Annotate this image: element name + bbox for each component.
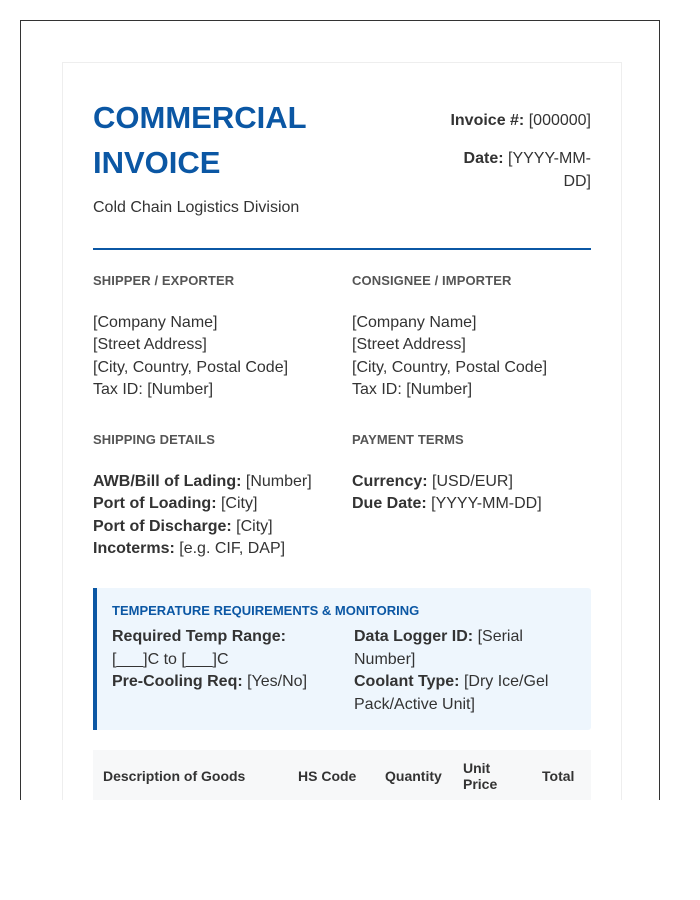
temperature-row-label: Data Logger ID: xyxy=(354,628,474,645)
payment-terms-section xyxy=(352,429,592,516)
temperature-row xyxy=(112,671,332,694)
payment-row-value: [USD/EUR] xyxy=(432,472,513,490)
invoice-number-value: [000000] xyxy=(528,112,591,129)
consignee-line: [Street Address] xyxy=(352,336,466,353)
shipping-row-value: [Number] xyxy=(245,472,312,490)
temperature-heading: TEMPERATURE REQUIREMENTS & MONITORING xyxy=(112,603,420,618)
consignee-line: [Company Name] xyxy=(352,313,477,331)
payment-row-label: Currency: xyxy=(352,472,428,490)
invoice-page xyxy=(62,62,622,800)
shipping-row-label: Port of Discharge: xyxy=(93,517,232,535)
column-header-description: Description of Goods xyxy=(103,768,246,784)
goods-table-header xyxy=(93,750,591,800)
temperature-row-value: [Yes/No] xyxy=(247,673,308,690)
invoice-date-label: Date: xyxy=(463,150,504,167)
shipping-details-section xyxy=(93,429,333,561)
temperature-row-value: [Serial Number] xyxy=(354,628,523,668)
invoice-meta xyxy=(441,109,591,208)
consignee-section xyxy=(352,270,592,402)
division-name: Cold Chain Logistics Division xyxy=(93,199,300,216)
consignee-line: [City, Country, Postal Code] xyxy=(352,358,548,376)
invoice-header xyxy=(93,93,591,250)
column-header-quantity: Quantity xyxy=(385,768,442,784)
shipping-row-label: AWB/Bill of Lading: xyxy=(93,472,242,490)
temperature-row xyxy=(354,626,579,671)
shipping-row-label: Port of Loading: xyxy=(93,495,217,512)
invoice-date-value: [YYYY-MM-DD] xyxy=(508,150,591,190)
invoice-title: COMMERCIAL INVOICE xyxy=(93,100,306,180)
shipper-heading: SHIPPER / EXPORTER xyxy=(93,273,235,288)
shipping-row xyxy=(93,493,333,516)
temperature-row-value: [___]C to [___]C xyxy=(112,650,229,668)
temperature-left-column xyxy=(112,626,332,694)
temperature-row-label: Pre-Cooling Req: xyxy=(112,673,243,690)
shipper-line: Tax ID: [Number] xyxy=(93,381,214,398)
payment-row-label: Due Date: xyxy=(352,495,427,512)
shipper-section xyxy=(93,270,333,402)
shipping-row xyxy=(93,538,333,561)
consignee-line: Tax ID: [Number] xyxy=(352,381,473,398)
shipping-row xyxy=(93,471,333,494)
shipper-line: [City, Country, Postal Code] xyxy=(93,358,289,376)
temperature-row-label: Coolant Type: xyxy=(354,673,460,690)
shipping-row-value: [e.g. CIF, DAP] xyxy=(179,540,286,557)
payment-row-value: [YYYY-MM-DD] xyxy=(431,495,542,512)
invoice-date xyxy=(441,147,591,193)
shipping-heading: SHIPPING DETAILS xyxy=(93,432,215,447)
payment-heading: PAYMENT TERMS xyxy=(352,432,464,447)
temperature-row xyxy=(112,626,332,671)
temperature-requirements-box xyxy=(93,588,591,730)
consignee-heading: CONSIGNEE / IMPORTER xyxy=(352,273,512,288)
column-header-unit-price: Unit Price xyxy=(463,760,498,792)
shipper-line: [Company Name] xyxy=(93,313,218,331)
document-frame xyxy=(20,20,660,800)
shipping-row xyxy=(93,516,333,539)
temperature-right-column xyxy=(354,626,579,716)
shipping-row-label: Incoterms: xyxy=(93,540,175,557)
column-header-hs-code: HS Code xyxy=(298,768,357,784)
payment-row xyxy=(352,493,592,516)
invoice-number xyxy=(441,109,591,132)
temperature-row-label: Required Temp Range: xyxy=(112,628,286,645)
shipping-row-value: [City] xyxy=(236,517,273,535)
payment-row xyxy=(352,471,592,494)
temperature-row-value: [Dry Ice/Gel Pack/Active Unit] xyxy=(354,673,549,713)
invoice-number-label: Invoice #: xyxy=(450,112,525,129)
temperature-row xyxy=(354,671,579,716)
shipper-line: [Street Address] xyxy=(93,336,207,353)
column-header-total: Total xyxy=(542,768,575,784)
shipping-row-value: [City] xyxy=(220,495,258,512)
